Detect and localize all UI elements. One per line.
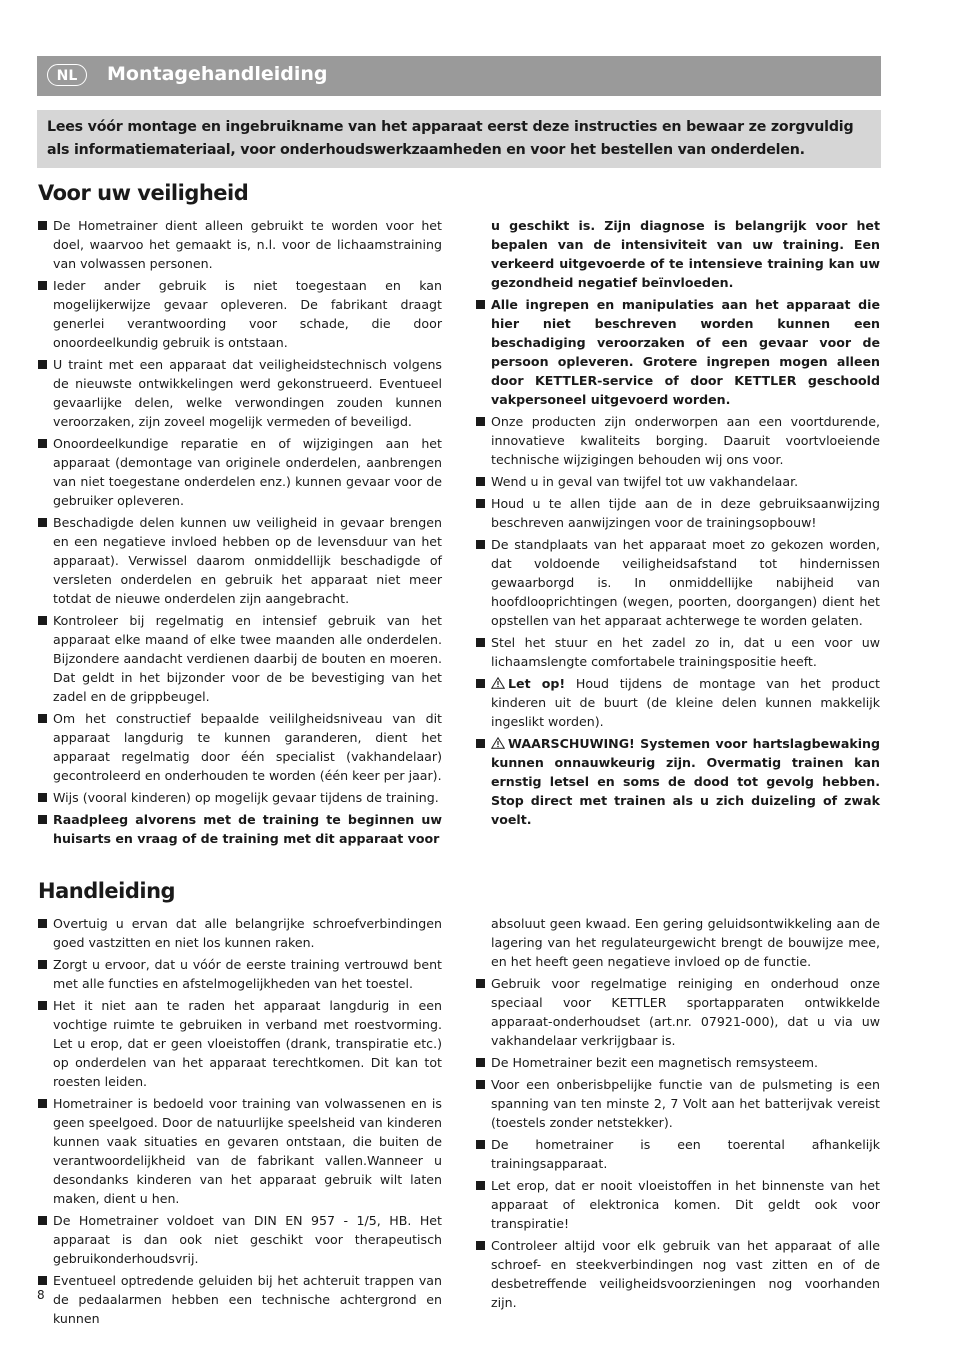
list-item: De standplaats van het apparaat moet zo gekozen worden, dat voldoende veiligheidsafstand tot hindernissen gewaarborgd is. In onmiddellijke nabijheid van hoofdlooprichtingen (wegen, poorten, doorgangen) dient het opstellen van het apparaat achterwege te worden gelaten. [476, 535, 880, 630]
manual-heading: Handleiding [38, 879, 176, 903]
list-item: Onoordeelkundige reparatie en of wijzigingen aan het apparaat (demontage van originele onderdelen, aanbrengen van niet toegestane onderdelen enz.) kunnen gevaar voor de gebruiker opleveren. [38, 434, 442, 510]
page-number: 8 [37, 1288, 45, 1302]
list-item-continued: absoluut geen kwaad. Een gering geluidsontwikkeling aan de lagering van het regulateurgewicht brengt de bouwijze mee, en het heeft geen negatieve invloed op de functie. [491, 916, 880, 969]
list-item-bold: Alle ingrepen en manipulaties aan het apparaat die hier niet beschreven worden kunnen een beschadiging veroorzaken of een gevaar voor de persoon opleveren. Grotere ingrepen mogen alleen door KETTLER-service of door KETTLER geschoold vakpersoneel uitgevoerd worden. [476, 295, 880, 409]
list-item-bold: Raadpleeg alvorens met de training te beginnen uw huisarts en vraag of de training met dit apparaat voor [38, 810, 442, 848]
list-item: Wijs (vooral kinderen) op mogelijk gevaar tijdens de training. [38, 788, 442, 807]
warning-triangle-icon [491, 677, 505, 689]
list-item: U traint met een apparaat dat veiligheidstechnisch volgens de nieuwste ontwikkelingen werd gekonstrueerd. Eventueel gevaarlijke delen, welke verwondingen zouden kunnen veroorzaken, zijn zoveel mogelijk vermeden of beveiligd. [38, 355, 442, 431]
list-item: Eventueel optredende geluiden bij het achteruit trappen van de pedaalarmen hebben een technische achtergrond en kunnen [38, 1271, 442, 1328]
list-item: Let erop, dat er nooit vloeistoffen in het binnenste van het apparaat of elektronica komen. Dit geldt ook voor transpiratie! [476, 1176, 880, 1233]
page-title: Montagehandleiding [107, 63, 328, 85]
letop-label: Let op! [508, 676, 566, 691]
list-item: De Hometrainer bezit een magnetisch remsysteem. [476, 1053, 880, 1072]
list-item: De Hometrainer dient alleen gebruikt te worden voor het doel, waarvoo het gemaakt is, n.l. voor de lichaamstraining van volwassen personen. [38, 216, 442, 273]
safety-heading: Voor uw veiligheid [38, 181, 249, 205]
list-item: Hometrainer is bedoeld voor training van volwassenen en is geen speelgoed. Door de natuurlijke speelsheid van kinderen kunnen vaak situaties en gevaren ontstaan, die buiten de verantwoordelijkheid van de fabrikant vallen.Wanneer u desondanks kinderen van het apparaat gebruik wilt laten maken, dient u hen. [38, 1094, 442, 1208]
list-item: Wend u in geval van twijfel tot uw vakhandelaar. [476, 472, 880, 491]
intro-box [37, 110, 881, 168]
list-item: Kontroleer bij regelmatig en intensief gebruik van het apparaat elke maand of elke twee maanden alle onderdelen. Bijzondere aandacht verdienen daarbij de bouten en moeren. Dat geldt in het bijzonder voor de be bevestiging van het zadel en de grippbeugel. [38, 611, 442, 706]
header-bar [37, 56, 881, 96]
manual-left-column [38, 914, 442, 1331]
list-item: Zorgt u ervoor, dat u vóór de eerste training vertrouwd bent met alle functies en afstelmogelijkheden van het toestel. [38, 955, 442, 993]
list-item: De hometrainer is een toerental afhankelijk trainingsapparaat. [476, 1135, 880, 1173]
warning-triangle-icon [491, 737, 505, 749]
safety-left-column [38, 216, 442, 851]
letop-text: Houd tijdens de montage van het product kinderen uit de buurt (de kleine delen kunnen makkelijk ingeslikt worden). [491, 676, 880, 729]
list-item: Onze producten zijn onderworpen aan een voortdurende, innovatieve kwaliteits borging. Daaruit voortvloeiende technische wijzigingen behouden wij ons voor. [476, 412, 880, 469]
list-item: Om het constructief bepaalde veililgheidsniveau van dit apparaat langdurig te kunnen garanderen, dient het apparaat regelmatig door één specialist (vakhandelaar) gecontroleerd en onderhouden te worden (één keer per jaar). [38, 709, 442, 785]
list-item-warning [476, 734, 880, 829]
list-item: Houd u te allen tijde aan de in deze gebruiksaanwijzing beschreven aanwijzingen voor de trainingsopbouw! [476, 494, 880, 532]
list-item: Ieder ander gebruik is niet toegestaan en kan mogelijkerwijze gevaar opleveren. De fabrikant draagt generlei verantwoording voor schade, die door onoordeelkundig gebruik is ontstaan. [38, 276, 442, 352]
list-item: Voor een onberisbpelijke functie van de pulsmeting is een spanning van ten minste 2, 7 Volt aan het batterijvak vereist (toestels zonder netstekker). [476, 1075, 880, 1132]
list-item: Gebruik voor regelmatige reiniging en onderhoud onze speciaal voor KETTLER sportapparaten ontwikkelde apparaat-onderhoudset (art.nr. 07921-000), dat u via uw vakhandelaar verkrijgbaar is. [476, 974, 880, 1050]
list-item-continued: u geschikt is. Zijn diagnose is belangrijk voor het bepalen van de intensiviteit van uw training. Een verkeerd uitgevoerde of te intensieve training kan uw gezondheid negatief beïnvloeden. [491, 218, 880, 290]
intro-text: Lees vóór montage en ingebruikname van het apparaat eerst deze instructies en bewaar ze zorgvuldig als informatiemateriaal, voor onderhoudswerkzaamheden en voor het bestellen van onderdelen. [47, 119, 854, 158]
list-item: De Hometrainer voldoet van DIN EN 957 - 1/5, HB. Het apparaat is dan ook niet geschikt voor therapeutisch gebruikonderhoudsvrij. [38, 1211, 442, 1268]
warning-text: WAARSCHUWING! Systemen voor hartslagbewaking kunnen onnauwkeurig zijn. Overmatig trainen kan ernstig letsel en soms de dood tot gevolg hebben. Stop direct met trainen als u zich duizeling of zwak voelt. [491, 736, 880, 827]
language-badge: NL [47, 64, 87, 86]
list-item: Beschadigde delen kunnen uw veiligheid in gevaar brengen en een negatieve invloed hebben op de levensduur van het apparaat). Verwissel daarom onmiddellijk beschadigde of versleten onderdelen en gebruik het apparaat niet meer totdat de nieuwe onderdelen zijn aangebracht. [38, 513, 442, 608]
list-item: Stel het stuur en het zadel zo in, dat u een voor uw lichaamslengte comfortabele trainingspositie heeft. [476, 633, 880, 671]
list-item-letop [476, 674, 880, 731]
list-item: Overtuig u ervan dat alle belangrijke schroefverbindingen goed vastzitten en niet los kunnen raken. [38, 914, 442, 952]
safety-right-column [476, 216, 880, 832]
list-item: Controleer altijd voor elk gebruik van het apparaat of alle schroef- en steekverbindingen nog vast zitten en of de desbetreffende veiligheidsvoorzieningen nog voorhanden zijn. [476, 1236, 880, 1312]
manual-right-column [476, 914, 880, 1315]
list-item: Het it niet aan te raden het apparaat langdurig in een vochtige ruimte te gebruiken in verband met roestvorming. Let u erop, dat er geen vloeistoffen (drank, transpiratie etc.) op onderdelen van het apparaat terechtkomen. Dit kan tot roesten leiden. [38, 996, 442, 1091]
